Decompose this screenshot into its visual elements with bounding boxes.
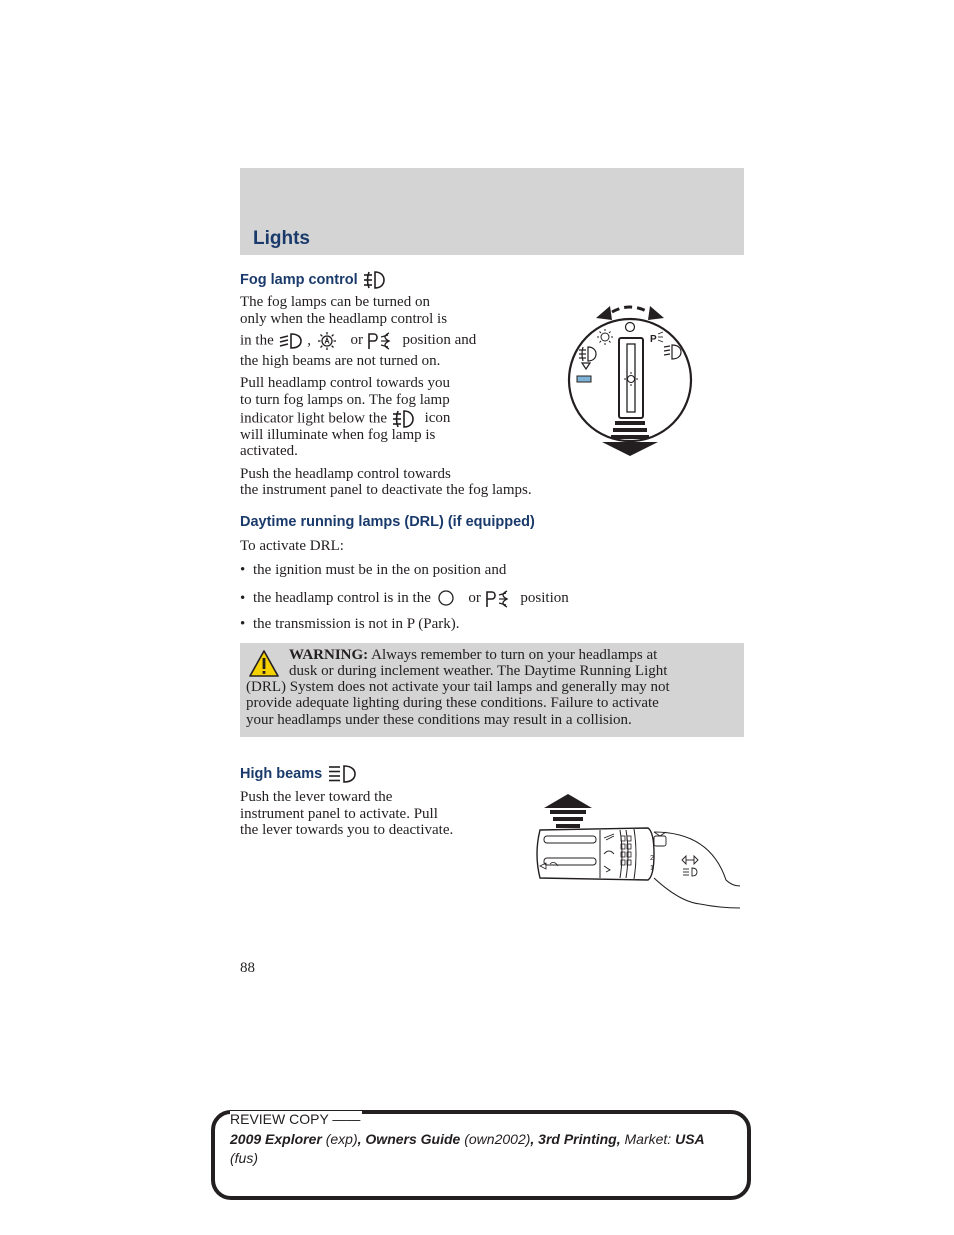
header-band xyxy=(240,168,744,255)
footer-guide: , Owners Guide xyxy=(357,1131,461,1147)
fog-p1-line1: The fog lamps can be turned on xyxy=(240,294,430,310)
rotate-left-arrow xyxy=(596,306,612,320)
fog-lamp-icon xyxy=(362,270,386,290)
fog-indicator-light xyxy=(577,376,591,382)
drl-bullet-2 xyxy=(240,589,569,609)
push-forward-arrow xyxy=(544,794,592,828)
fog-p2-line1: Pull headlamp control towards you xyxy=(240,375,450,391)
warning-line-1 xyxy=(289,647,657,664)
footer-line-2 xyxy=(230,1150,258,1166)
fog-p2-icon-word: icon xyxy=(424,410,451,427)
bullet-dot: • xyxy=(240,562,246,578)
auto-lamp-icon xyxy=(315,331,339,351)
fog-p2-line3 xyxy=(240,409,450,429)
bullet-dot: • xyxy=(240,590,246,607)
fog-lamp-inline-icon xyxy=(391,409,415,429)
fog-p1-line2: only when the headlamp control is xyxy=(240,311,448,327)
drl-bullet-1 xyxy=(240,562,506,579)
fog-p1-position: position and xyxy=(402,332,477,349)
high-beams-line-2: instrument panel to activate. Pull xyxy=(240,806,438,822)
off-circle-icon xyxy=(435,589,457,609)
footer-guide-code: (own2002) xyxy=(464,1131,531,1147)
fog-p1-line3 xyxy=(240,331,476,351)
fog-p2-line2: to turn fog lamps on. The fog lamp xyxy=(240,392,450,408)
fog-p1-line4: the high beams are not turned on. xyxy=(240,353,441,369)
high-beam-icon xyxy=(326,764,358,784)
fog-p2-line5: activated. xyxy=(240,443,298,459)
dial-knob xyxy=(619,338,643,418)
drl-bullet-2-position: position xyxy=(520,590,569,607)
fog-p1-comma: , xyxy=(307,332,311,349)
footer-line-1 xyxy=(230,1131,705,1147)
fog-lamp-heading xyxy=(240,270,386,290)
parking-lamp-icon xyxy=(367,331,393,351)
drl-bullet-2-text: the headlamp control is in the xyxy=(253,590,431,607)
page-number: 88 xyxy=(240,960,255,976)
fog-p3-line1: Push the headlamp control towards xyxy=(240,466,451,482)
drl-bullet-2-or: or xyxy=(468,590,481,607)
warning-line-4: provide adequate lighting during these conditions. Failure to activate xyxy=(246,695,659,711)
parking-lamp-icon xyxy=(485,589,511,609)
footer-model-code: (exp) xyxy=(325,1131,358,1147)
drl-bullet-3-text: the transmission is not in P (Park). xyxy=(253,616,460,632)
multifunction-lever-illustration xyxy=(530,792,742,914)
warning-line-2: dusk or during inclement weather. The Daytime Running Light xyxy=(289,663,668,679)
footer-market: USA xyxy=(675,1131,705,1147)
drl-intro: To activate DRL: xyxy=(240,538,344,554)
fog-lamp-heading-text: Fog lamp control xyxy=(240,271,358,288)
high-beams-heading-text: High beams xyxy=(240,765,323,782)
fog-p1-or: or xyxy=(350,332,363,349)
high-beams-line-1: Push the lever toward the xyxy=(240,789,393,805)
drl-bullet-3 xyxy=(240,616,460,633)
low-beam-icon xyxy=(278,332,304,350)
section-title: Lights xyxy=(253,228,310,249)
headlamp-control-illustration xyxy=(560,296,700,460)
drl-heading: Daytime running lamps (DRL) (if equipped) xyxy=(240,514,535,530)
wiper-speed-1: 1 xyxy=(650,865,654,872)
footer-market-label: Market: xyxy=(624,1131,672,1147)
high-beams-line-3: the lever towards you to deactivate. xyxy=(240,822,454,838)
fog-p2-line4: will illuminate when fog lamp is xyxy=(240,427,436,443)
high-beams-heading xyxy=(240,764,358,784)
park-position-label: P xyxy=(650,334,657,345)
review-copy-label: REVIEW COPY —— xyxy=(230,1111,361,1127)
fog-p2-below: indicator light below the xyxy=(240,410,388,427)
footer-market-code: (fus) xyxy=(230,1150,258,1166)
fog-p1-inthe: in the xyxy=(240,332,274,349)
warning-triangle-icon xyxy=(248,649,280,679)
drl-bullet-1-text: the ignition must be in the on position and xyxy=(253,562,507,578)
warning-line-5: your headlamps under these conditions may result in a collision. xyxy=(246,712,632,728)
warning-line-3: (DRL) System does not activate your tail lamps and generally may not xyxy=(246,679,670,695)
bullet-dot: • xyxy=(240,616,246,632)
warning-label: WARNING: xyxy=(289,647,369,663)
fog-p3-line2: the instrument panel to deactivate the fog lamps. xyxy=(240,482,532,498)
rotate-right-arrow xyxy=(648,306,664,320)
warning-line-1-text: Always remember to turn on your headlamps at xyxy=(371,647,658,663)
footer-model: 2009 Explorer xyxy=(230,1131,322,1147)
footer-printing: , 3rd Printing, xyxy=(530,1131,621,1147)
wiper-speed-2: 2 xyxy=(650,855,654,862)
